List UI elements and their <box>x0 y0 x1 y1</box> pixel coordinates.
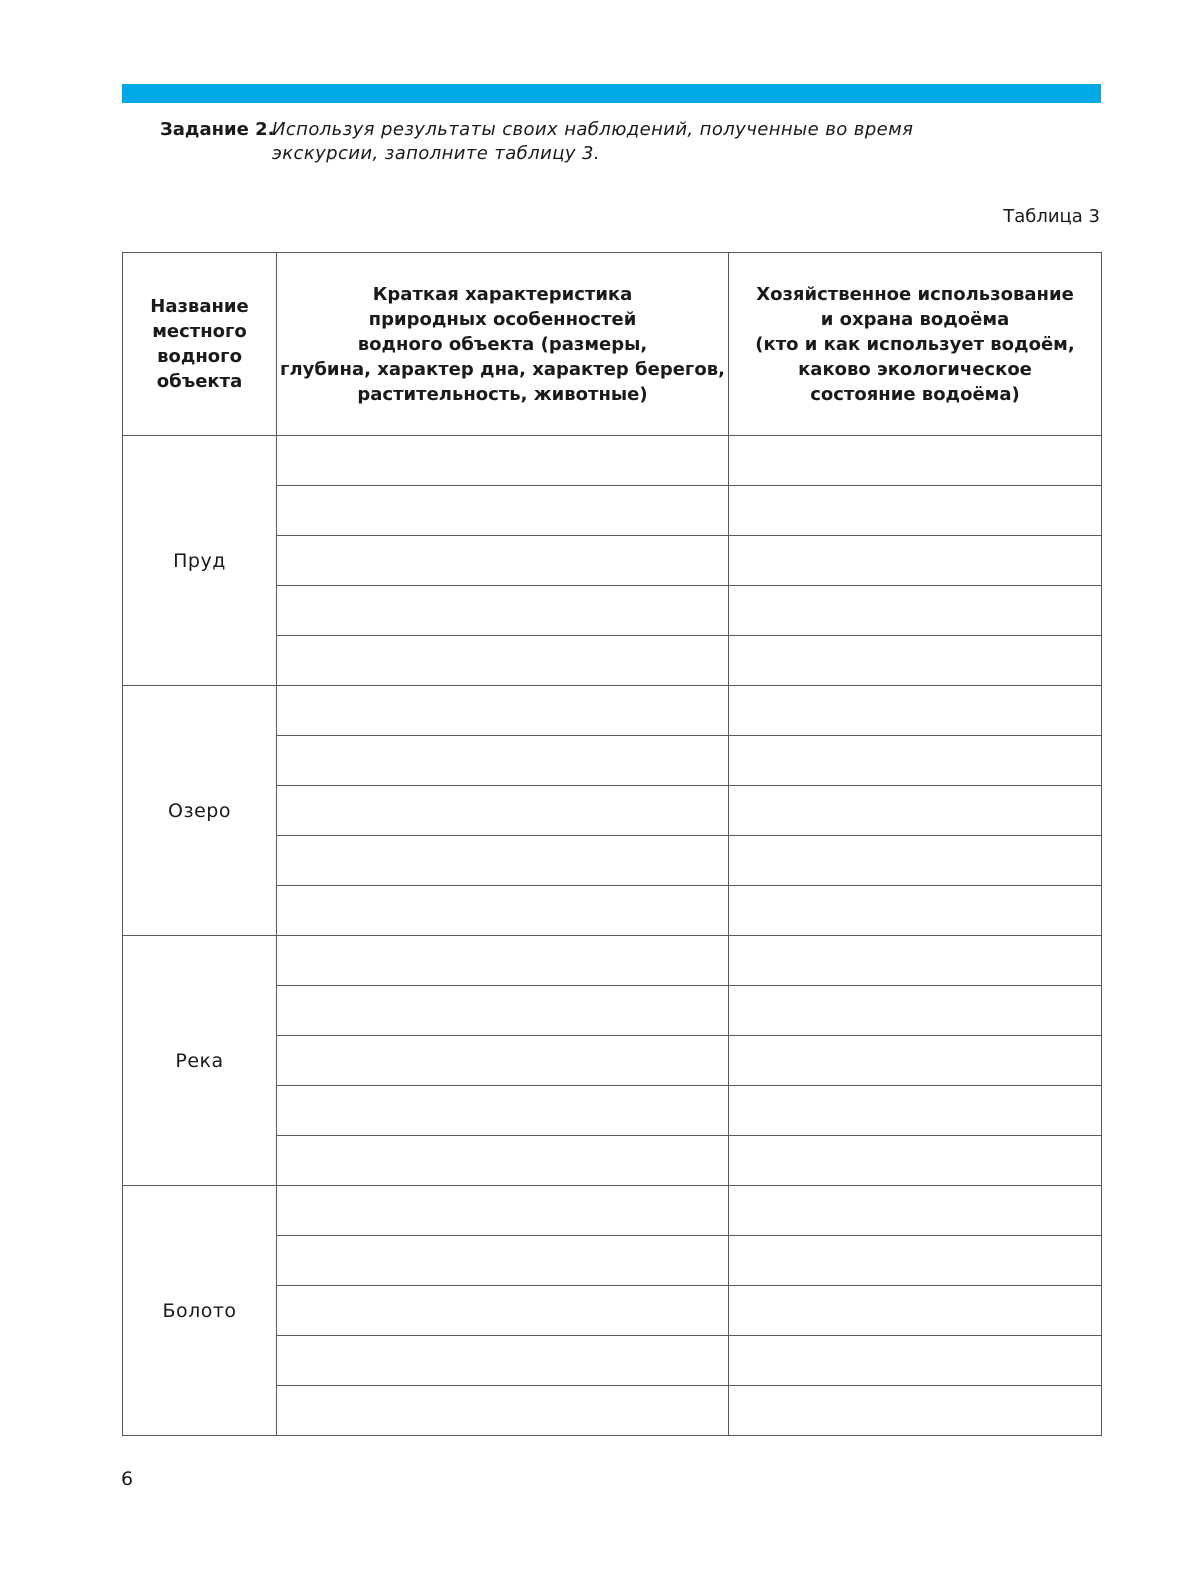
characteristics-entry-cell[interactable] <box>277 936 729 986</box>
header-line: местного <box>152 321 247 342</box>
characteristics-entry-cell[interactable] <box>277 1336 729 1386</box>
header-line: водного <box>157 346 242 367</box>
header-line: Название <box>150 296 249 317</box>
water-body-name: Река <box>123 936 277 1186</box>
table-row <box>123 436 1102 486</box>
header-line: природных особенностей <box>368 308 637 330</box>
task-instruction-line-1: Используя результаты своих наблюдений, полученные во время <box>272 119 914 140</box>
usage-entry-cell[interactable] <box>729 1186 1102 1236</box>
characteristics-entry-cell[interactable] <box>277 536 729 586</box>
characteristics-entry-cell[interactable] <box>277 1236 729 1286</box>
characteristics-entry-cell[interactable] <box>277 1086 729 1136</box>
task-label: Задание 2. <box>160 119 275 140</box>
water-body-name: Пруд <box>123 436 277 686</box>
header-line: растительность, животные) <box>357 383 648 405</box>
usage-entry-cell[interactable] <box>729 536 1102 586</box>
header-line: глубина, характер дна, характер берегов, <box>280 358 725 380</box>
characteristics-entry-cell[interactable] <box>277 736 729 786</box>
characteristics-entry-cell[interactable] <box>277 836 729 886</box>
usage-entry-cell[interactable] <box>729 436 1102 486</box>
header-accent-bar <box>122 84 1101 103</box>
table-row <box>123 686 1102 736</box>
usage-entry-cell[interactable] <box>729 936 1102 986</box>
characteristics-entry-cell[interactable] <box>277 786 729 836</box>
usage-entry-cell[interactable] <box>729 586 1102 636</box>
usage-entry-cell[interactable] <box>729 736 1102 786</box>
usage-entry-cell[interactable] <box>729 786 1102 836</box>
header-line: объекта <box>156 371 243 392</box>
usage-entry-cell[interactable] <box>729 1336 1102 1386</box>
characteristics-entry-cell[interactable] <box>277 1136 729 1186</box>
characteristics-entry-cell[interactable] <box>277 1386 729 1436</box>
table-row <box>123 1186 1102 1236</box>
task-instruction-line-2: экскурсии, заполните таблицу 3. <box>272 143 600 164</box>
task-instruction <box>272 118 952 166</box>
usage-entry-cell[interactable] <box>729 1286 1102 1336</box>
characteristics-entry-cell[interactable] <box>277 636 729 686</box>
characteristics-entry-cell[interactable] <box>277 886 729 936</box>
characteristics-entry-cell[interactable] <box>277 1286 729 1336</box>
usage-entry-cell[interactable] <box>729 836 1102 886</box>
header-usage <box>729 253 1102 436</box>
characteristics-entry-cell[interactable] <box>277 486 729 536</box>
usage-entry-cell[interactable] <box>729 1236 1102 1286</box>
usage-entry-cell[interactable] <box>729 1386 1102 1436</box>
usage-entry-cell[interactable] <box>729 486 1102 536</box>
characteristics-entry-cell[interactable] <box>277 1036 729 1086</box>
table-caption: Таблица 3 <box>1003 206 1100 227</box>
characteristics-entry-cell[interactable] <box>277 686 729 736</box>
characteristics-entry-cell[interactable] <box>277 986 729 1036</box>
usage-entry-cell[interactable] <box>729 636 1102 686</box>
header-object-name <box>123 253 277 436</box>
table-body <box>123 436 1102 1436</box>
table-header-row <box>123 253 1102 436</box>
characteristics-entry-cell[interactable] <box>277 436 729 486</box>
usage-entry-cell[interactable] <box>729 1086 1102 1136</box>
usage-entry-cell[interactable] <box>729 686 1102 736</box>
characteristics-entry-cell[interactable] <box>277 1186 729 1236</box>
header-line: состояние водоёма) <box>810 383 1020 405</box>
usage-entry-cell[interactable] <box>729 1136 1102 1186</box>
header-characteristics <box>277 253 729 436</box>
page-number: 6 <box>121 1468 134 1490</box>
header-line: (кто и как использует водоём, <box>755 333 1075 355</box>
observation-table <box>122 252 1102 1436</box>
usage-entry-cell[interactable] <box>729 1036 1102 1086</box>
header-line: Краткая характеристика <box>372 283 633 305</box>
header-line: Хозяйственное использование <box>756 283 1074 305</box>
usage-entry-cell[interactable] <box>729 886 1102 936</box>
characteristics-entry-cell[interactable] <box>277 586 729 636</box>
table-row <box>123 936 1102 986</box>
header-line: и охрана водоёма <box>820 308 1010 330</box>
water-body-name: Болото <box>123 1186 277 1436</box>
usage-entry-cell[interactable] <box>729 986 1102 1036</box>
header-line: каково экологическое <box>798 358 1032 380</box>
header-line: водного объекта (размеры, <box>357 333 648 355</box>
water-body-name: Озеро <box>123 686 277 936</box>
